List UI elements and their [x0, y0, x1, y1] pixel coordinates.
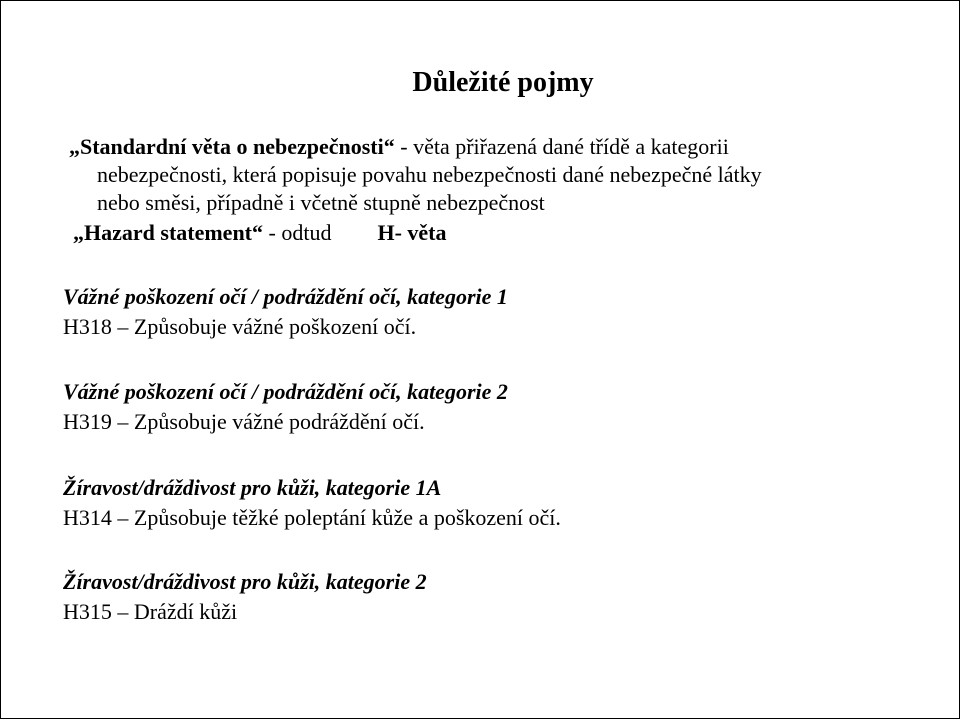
- definition-line-3: nebo směsi, případně i včetně stupně nebezpečnost: [97, 190, 545, 215]
- definition-line-1: [69, 133, 945, 161]
- definition-text: - věta přiřazená dané třídě a kategorii: [394, 134, 729, 159]
- hazard-item-heading: Žíravost/dráždivost pro kůži, kategorie 1A: [63, 475, 442, 500]
- hazard-item-heading: Vážné poškození očí / podráždění očí, kategorie 2: [63, 379, 508, 404]
- slide-title: Důležité pojmy: [412, 67, 594, 98]
- hazard-item: [63, 282, 508, 342]
- hazard-item: [63, 473, 561, 533]
- hazard-item-heading: Vážné poškození očí / podráždění očí, kategorie 1: [63, 284, 508, 309]
- hazard-term: „Hazard statement“: [73, 220, 264, 245]
- definition-line-2: nebezpečnosti, která popisuje povahu nebezpečnosti dané nebezpečné látky: [97, 162, 762, 187]
- hazard-item: [63, 567, 427, 627]
- hazard-item-heading: Žíravost/dráždivost pro kůži, kategorie 2: [63, 569, 427, 594]
- hazard-item-statement: H314 – Způsobuje těžké poleptání kůže a poškození očí.: [63, 505, 561, 530]
- definition-block: [69, 133, 945, 217]
- hazard-item: [63, 377, 508, 437]
- hazard-abbrev: H- věta: [377, 220, 447, 245]
- hazard-middle: - odtud: [263, 220, 332, 245]
- hazard-item-statement: H319 – Způsobuje vážné podráždění očí.: [63, 409, 425, 434]
- hazard-item-statement: H318 – Způsobuje vážné poškození očí.: [63, 314, 417, 339]
- hazard-item-statement: H315 – Dráždí kůži: [63, 599, 238, 624]
- hazard-statement-line: [73, 219, 447, 247]
- definition-term: „Standardní věta o nebezpečnosti“: [69, 134, 395, 159]
